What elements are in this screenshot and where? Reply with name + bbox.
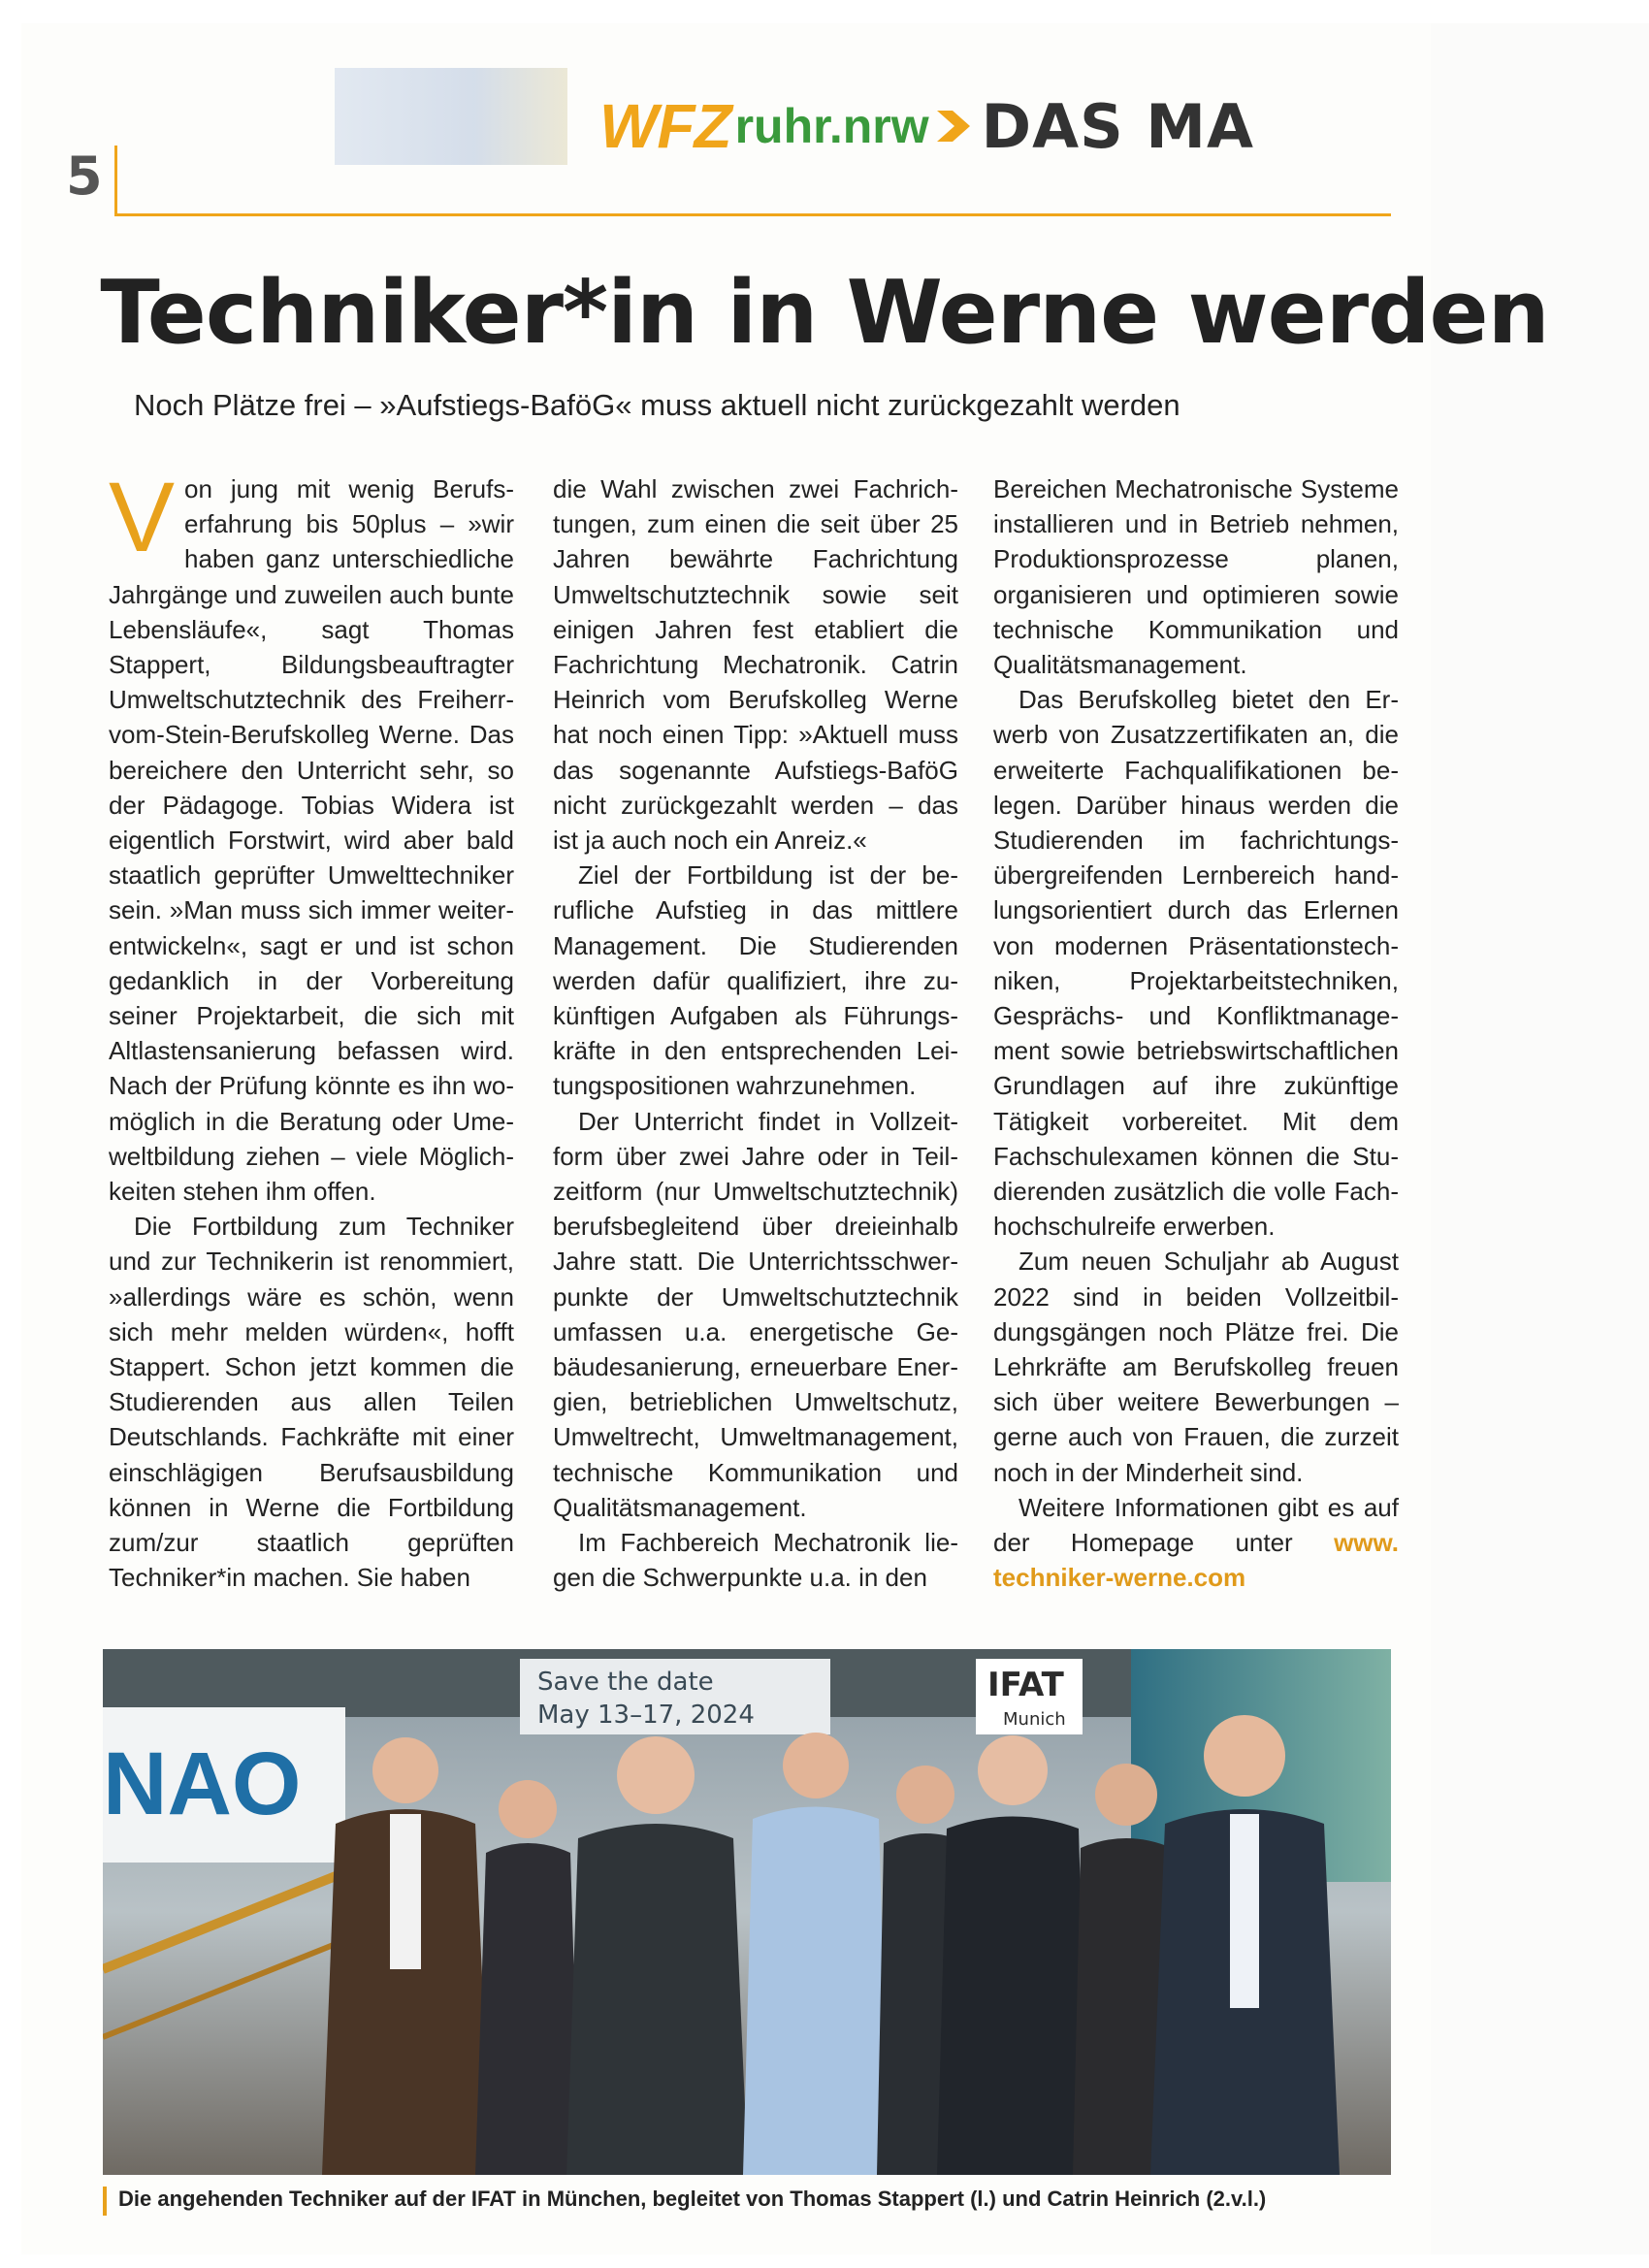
- paragraph-text: Weitere Informationen gibt es auf der Homepage unter: [993, 1492, 1399, 1558]
- paragraph: Im Fachbereich Mechatronik liegen die Schwerpunkte u.a. in den: [553, 1528, 958, 1593]
- paragraph: Der Unterricht findet in Vollzeitform über zwei Jahre oder in Teilzeitform (nur Umweltschutztechnik) berufsbegleitend über dreieinhalb Jahre statt. Die Unterrichtsschwerpunkte der Umweltschutztechnik umfassen u.a. energetische Gebäudesanierung, erneuerbare Energien, betrieblichen Umweltschutz, Umweltrecht, Umweltmanagement, technische Kommunikation und Qualitätsmanagement.: [553, 1106, 958, 1522]
- paragraph: Ziel der Fortbildung ist der berufliche Aufstieg in das mittlere Management. Die Studierenden werden dafür qualifiziert, ihre zukünftigen Aufgaben als Führungskräfte in den entsprechenden Leitungspositionen wahrzunehmen.: [553, 860, 958, 1101]
- paragraph-text: on jung mit wenig Berufserfahrung bis 50plus – »wir haben ganz unterschiedliche Jahrgänge und zuweilen auch bunte Lebensläufe«, sagt Thomas Stappert, Bildungsbeauftragter Umweltschutztechnik des Freiherr-vom-Stein-Berufskolleg Werne. Das bereichere den Unterricht sehr, so der Pädagoge. Tobias Widera ist eigentlich Forstwirt, wird aber bald staatlich geprüfter Umwelttechniker sein. »Man muss sich immer weiterentwickeln«, sagt er und ist schon gedanklich in der Vorbereitung seiner Projektarbeit, die sich mit Altlastensanierung befassen wird. Nach der Prüfung könnte es ihn womöglich in die Beratung oder Umeweltbildung ziehen – viele Möglichkeiten stehen ihm offen.: [109, 474, 514, 1207]
- logo-ruhr-nrw: ruhr.nrw: [734, 99, 929, 153]
- article-column-1: [109, 462, 514, 1596]
- paragraph: Zum neuen Schuljahr ab August 2022 sind in beiden Vollzeitbildungsgängen noch Plätze frei. Die Lehrkräfte am Berufskolleg freuen sich über weitere Bewerbungen – gerne auch von Frauen, die zurzeit noch in der Minderheit sind.: [993, 1247, 1399, 1487]
- photo-caption: Die angehenden Techniker auf der IFAT in München, begleitet von Thomas Stappert (l.) und Catrin Heinrich (2.v.l.): [118, 2187, 1267, 2211]
- caption-marker: [103, 2187, 107, 2216]
- paragraph: [109, 462, 514, 1209]
- wfz-logo: [599, 78, 1254, 175]
- page-number: 5: [66, 146, 103, 207]
- logo-arrow-icon: [935, 107, 974, 146]
- article-title: Techniker*in in Werne werden: [100, 262, 1549, 364]
- paragraph: Bereichen Mechatronische Systeme installieren und in Betrieb nehmen, Produktionsprozesse planen, organisieren und optimieren sowie technische Kommunikation und Qualitätsmanagement.: [993, 474, 1399, 680]
- paragraph: Das Berufskolleg bietet den Erwerb von Zusatzzertifikaten an, die erweiterte Fachqualifikationen belegen. Darüber hinaus werden die Studierenden im fachrichtungsübergreifenden Lernbereich handlungsorientiert durch das Erlernen von modernen Präsentationstechniken, Projektarbeitstechniken, Gesprächs- und Konfliktmanagement sowie betriebswirtschaftlichen Grundlagen auf ihre zukünftige Tätigkeit vorbereitet. Mit dem Fachschulexamen können die Studierenden zusätzlich die volle Fachhochschulreife erwerben.: [993, 685, 1399, 1242]
- event-sign: [520, 1659, 1083, 1734]
- header-photo-strip: [335, 68, 567, 165]
- website-link[interactable]: www. techniker-werne.com: [993, 1528, 1399, 1593]
- group-photo: [103, 1649, 1391, 2175]
- photo-illustration: [103, 1649, 1391, 2175]
- article-subtitle: Noch Plätze frei – »Aufstiegs-BaföG« muss aktuell nicht zurückgezahlt werden: [134, 388, 1180, 422]
- magazine-title: DAS MA: [981, 90, 1254, 162]
- sign-line-1: Save the date: [537, 1668, 714, 1697]
- ifat-logo: IFAT: [987, 1666, 1064, 1704]
- logo-wfz: WFZ: [599, 91, 731, 161]
- article-column-3: [993, 471, 1399, 1596]
- paragraph: [993, 1490, 1399, 1596]
- drop-cap: V: [109, 462, 176, 572]
- wall-logo-text: NAO: [103, 1734, 302, 1833]
- paragraph: Die Fortbildung zum Techniker und zur Technikerin ist renommiert, »allerdings wäre es schön, wenn sich mehr melden würden«, hofft Stappert. Schon jetzt kommen die Studierenden aus allen Teilen Deutschlands. Fachkräfte mit einer einschlägigen Berufsausbildung können in Werne die Fortbildung zum/zur staatlich geprüften Techniker*in machen. Sie haben: [109, 1212, 514, 1593]
- header-rule-vertical: [114, 146, 117, 213]
- ifat-sub: Munich: [1003, 1709, 1066, 1730]
- header-rule: [114, 213, 1391, 216]
- sign-line-2: May 13–17, 2024: [537, 1701, 755, 1730]
- paragraph: die Wahl zwischen zwei Fachrichtungen, zum einen die seit über 25 Jahren bewährte Fachrichtung Umweltschutztechnik sowie seit einigen Jahren fest etabliert die Fachrichtung Mechatronik. Catrin Heinrich vom Berufskolleg Werne hat noch einen Tipp: »Aktuell muss das sogenannte Aufstiegs-BaföG nicht zurückgezahlt werden – das ist ja auch noch ein Anreiz.«: [553, 474, 958, 856]
- article-column-2: [553, 471, 958, 1596]
